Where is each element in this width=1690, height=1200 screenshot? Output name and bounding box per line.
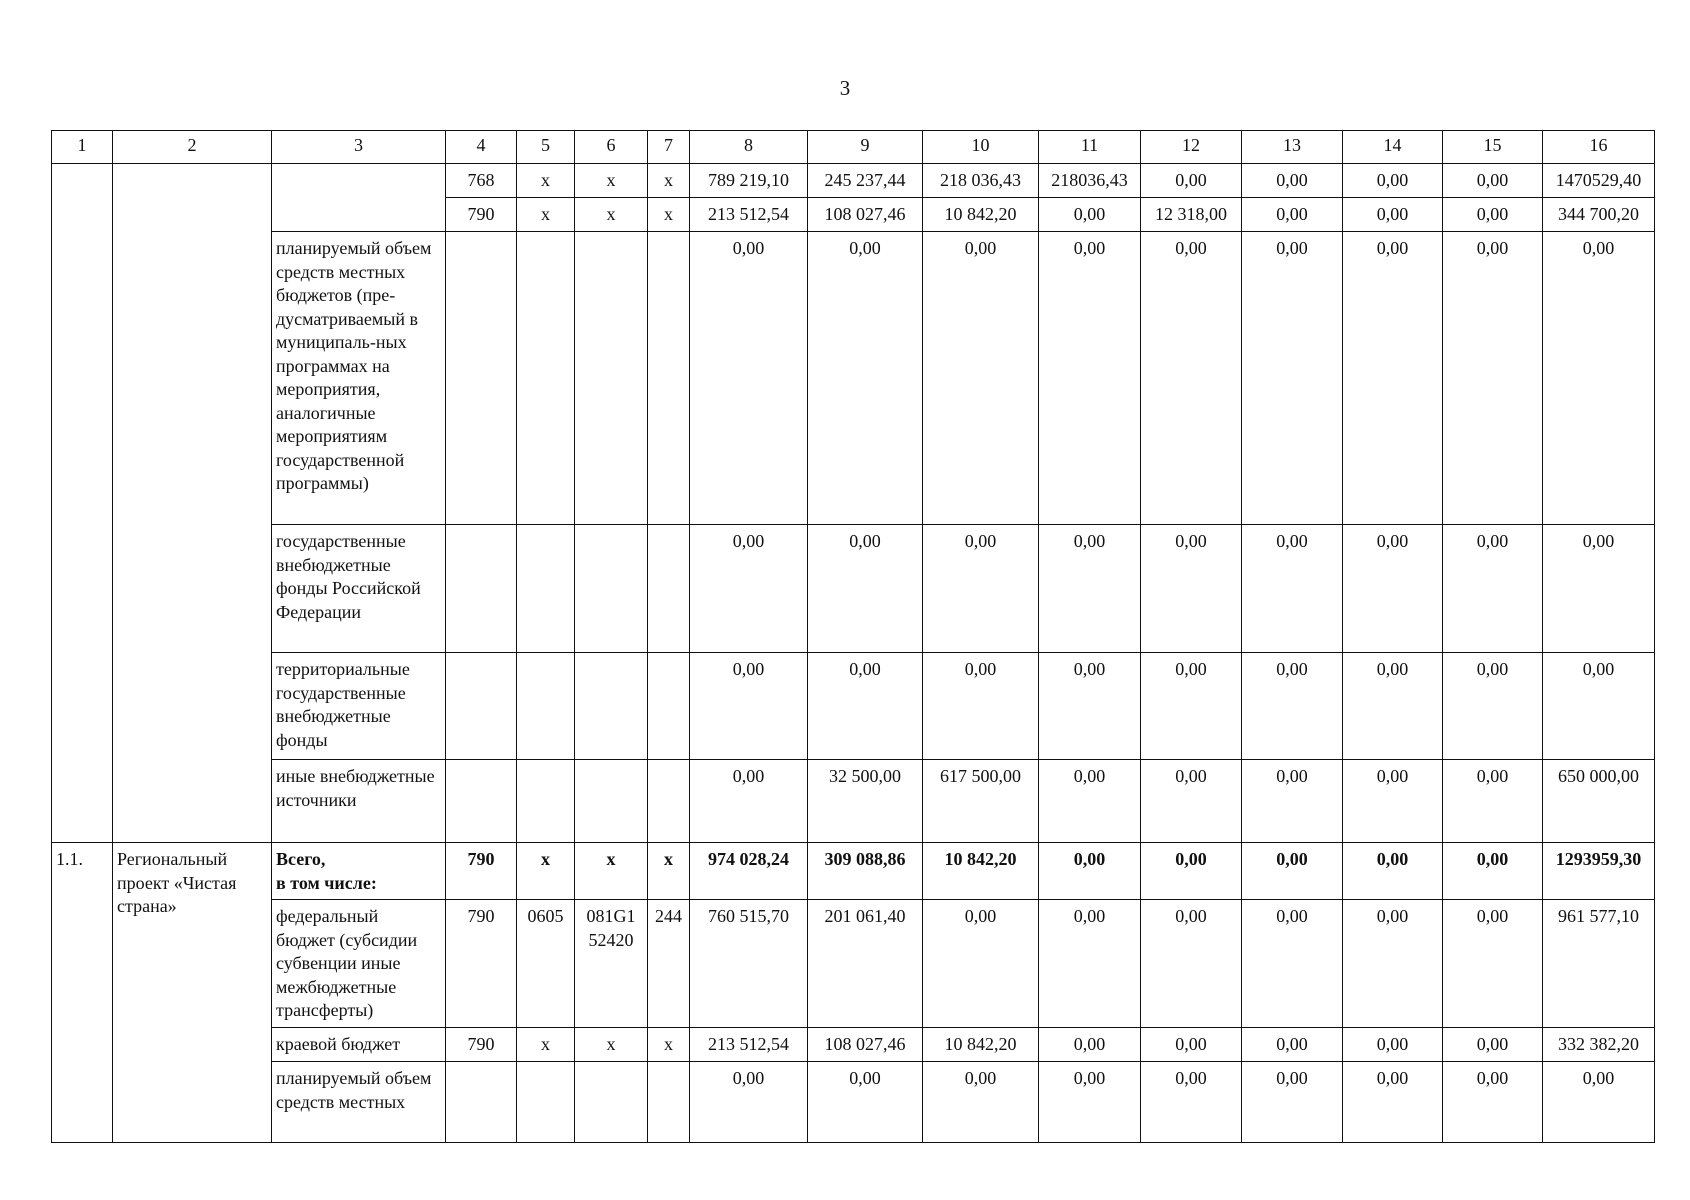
code-cell bbox=[575, 900, 648, 1028]
value-cell: 12 318,00 bbox=[1141, 198, 1242, 232]
code-cell bbox=[517, 232, 575, 525]
value-cell: 0,00 bbox=[690, 525, 808, 653]
table-row bbox=[52, 1062, 1655, 1143]
value-cell: 0,00 bbox=[1343, 900, 1443, 1028]
row-number-cell bbox=[52, 164, 113, 843]
value-cell: 0,00 bbox=[1343, 232, 1443, 525]
funding-source-cell: планируемый объем средств местных бюджетов (пре-дусматриваемый в муниципаль-ных программах на мероприятия, аналогичные мероприятиям государственной программы) bbox=[272, 232, 446, 525]
value-cell: 0,00 bbox=[1343, 653, 1443, 760]
value-cell: 760 515,70 bbox=[690, 900, 808, 1028]
value-cell: 0,00 bbox=[923, 900, 1039, 1028]
code-cell bbox=[648, 525, 690, 653]
code-cell bbox=[517, 1062, 575, 1143]
value-cell: 0,00 bbox=[808, 653, 923, 760]
value-cell: 0,00 bbox=[1343, 164, 1443, 198]
value-cell: 0,00 bbox=[1343, 760, 1443, 843]
code-cell bbox=[446, 760, 517, 843]
code-cell: 790 bbox=[446, 843, 517, 900]
value-cell: 309 088,86 bbox=[808, 843, 923, 900]
page-number: 3 bbox=[839, 76, 851, 100]
funding-source-cell: иные внебюджетные источники bbox=[272, 760, 446, 843]
value-cell: 0,00 bbox=[1443, 164, 1543, 198]
table-row bbox=[52, 760, 1655, 843]
table-row bbox=[52, 232, 1655, 525]
code-cell bbox=[446, 232, 517, 525]
code-cell: x bbox=[517, 198, 575, 232]
value-cell: 0,00 bbox=[1141, 1028, 1242, 1062]
value-cell: 0,00 bbox=[1242, 843, 1343, 900]
header-cell: 6 bbox=[575, 131, 648, 164]
header-cell: 11 bbox=[1039, 131, 1141, 164]
code-cell: x bbox=[575, 164, 648, 198]
value-cell: 0,00 bbox=[808, 525, 923, 653]
code-cell bbox=[517, 653, 575, 760]
value-cell: 108 027,46 bbox=[808, 198, 923, 232]
header-cell: 4 bbox=[446, 131, 517, 164]
table-row bbox=[52, 164, 1655, 198]
value-cell: 0,00 bbox=[1039, 653, 1141, 760]
value-cell: 0,00 bbox=[923, 1062, 1039, 1143]
code-cell bbox=[648, 760, 690, 843]
value-cell: 0,00 bbox=[1343, 843, 1443, 900]
code-cell bbox=[648, 232, 690, 525]
including-label: в том числе: bbox=[276, 872, 377, 893]
row-number-cell: 1.1. bbox=[52, 843, 113, 1143]
code-cell bbox=[575, 1062, 648, 1143]
value-cell: 0,00 bbox=[1242, 900, 1343, 1028]
code-cell: x bbox=[648, 198, 690, 232]
value-cell: 10 842,20 bbox=[923, 198, 1039, 232]
funding-source-cell bbox=[272, 164, 446, 232]
value-cell: 0,00 bbox=[1039, 1028, 1141, 1062]
code-cell: x bbox=[517, 164, 575, 198]
funding-source-cell: федеральный бюджет (субсидии субвенции иные межбюджетные трансферты) bbox=[272, 900, 446, 1028]
project-name-cell bbox=[113, 164, 272, 843]
header-cell: 8 bbox=[690, 131, 808, 164]
value-cell: 0,00 bbox=[1242, 1062, 1343, 1143]
value-cell: 0,00 bbox=[1443, 198, 1543, 232]
value-cell: 245 237,44 bbox=[808, 164, 923, 198]
total-label: Всего, bbox=[276, 849, 326, 869]
value-cell: 0,00 bbox=[690, 1062, 808, 1143]
budget-table bbox=[51, 130, 1655, 1143]
funding-source-cell: государственные внебюджетные фонды Российской Федерации bbox=[272, 525, 446, 653]
code-cell: x bbox=[575, 1028, 648, 1062]
code-cell: 768 bbox=[446, 164, 517, 198]
value-cell: 0,00 bbox=[1543, 525, 1655, 653]
value-cell: 108 027,46 bbox=[808, 1028, 923, 1062]
value-cell: 10 842,20 bbox=[923, 843, 1039, 900]
funding-source-cell bbox=[272, 843, 446, 900]
value-cell: 0,00 bbox=[808, 232, 923, 525]
code-cell: 790 bbox=[446, 198, 517, 232]
header-cell: 2 bbox=[113, 131, 272, 164]
code-cell: x bbox=[648, 164, 690, 198]
value-cell: 0,00 bbox=[690, 653, 808, 760]
value-cell: 0,00 bbox=[690, 232, 808, 525]
value-cell: 0,00 bbox=[1141, 760, 1242, 843]
value-cell: 0,00 bbox=[690, 760, 808, 843]
value-cell: 0,00 bbox=[1242, 525, 1343, 653]
code-cell: 790 bbox=[446, 900, 517, 1028]
value-cell: 0,00 bbox=[1443, 900, 1543, 1028]
code-cell: x bbox=[575, 198, 648, 232]
table-row bbox=[52, 900, 1655, 1028]
value-cell: 0,00 bbox=[1242, 1028, 1343, 1062]
value-cell: 789 219,10 bbox=[690, 164, 808, 198]
code-line: 52420 bbox=[588, 929, 634, 950]
code-cell bbox=[575, 760, 648, 843]
header-cell: 9 bbox=[808, 131, 923, 164]
value-cell: 961 577,10 bbox=[1543, 900, 1655, 1028]
value-cell: 0,00 bbox=[1443, 232, 1543, 525]
code-cell bbox=[446, 653, 517, 760]
funding-source-cell: краевой бюджет bbox=[272, 1028, 446, 1062]
value-cell: 0,00 bbox=[1141, 843, 1242, 900]
value-cell: 0,00 bbox=[1141, 900, 1242, 1028]
value-cell: 332 382,20 bbox=[1543, 1028, 1655, 1062]
code-cell bbox=[575, 232, 648, 525]
header-cell: 12 bbox=[1141, 131, 1242, 164]
code-cell: 244 bbox=[648, 900, 690, 1028]
value-cell: 0,00 bbox=[1343, 525, 1443, 653]
value-cell: 218036,43 bbox=[1039, 164, 1141, 198]
value-cell: 650 000,00 bbox=[1543, 760, 1655, 843]
value-cell: 0,00 bbox=[1443, 1062, 1543, 1143]
value-cell: 0,00 bbox=[1039, 760, 1141, 843]
code-cell bbox=[446, 525, 517, 653]
value-cell: 0,00 bbox=[1039, 525, 1141, 653]
value-cell: 213 512,54 bbox=[690, 198, 808, 232]
value-cell: 213 512,54 bbox=[690, 1028, 808, 1062]
table-row bbox=[52, 843, 1655, 900]
code-cell bbox=[575, 525, 648, 653]
funding-source-cell: планируемый объем средств местных bbox=[272, 1062, 446, 1143]
value-cell: 0,00 bbox=[1443, 525, 1543, 653]
value-cell: 0,00 bbox=[1343, 198, 1443, 232]
value-cell: 0,00 bbox=[1141, 525, 1242, 653]
value-cell: 32 500,00 bbox=[808, 760, 923, 843]
value-cell: 0,00 bbox=[1443, 843, 1543, 900]
value-cell: 0,00 bbox=[1039, 198, 1141, 232]
table-row bbox=[52, 1028, 1655, 1062]
code-cell: x bbox=[517, 1028, 575, 1062]
code-cell bbox=[648, 653, 690, 760]
value-cell: 0,00 bbox=[808, 1062, 923, 1143]
value-cell: 0,00 bbox=[1141, 232, 1242, 525]
value-cell: 0,00 bbox=[1039, 843, 1141, 900]
code-cell: x bbox=[648, 1028, 690, 1062]
value-cell: 0,00 bbox=[1543, 653, 1655, 760]
code-cell: x bbox=[575, 843, 648, 900]
value-cell: 0,00 bbox=[1242, 653, 1343, 760]
value-cell: 0,00 bbox=[1039, 1062, 1141, 1143]
project-name-cell: Региональный проект «Чистая страна» bbox=[113, 843, 272, 1143]
value-cell: 974 028,24 bbox=[690, 843, 808, 900]
code-cell: 0605 bbox=[517, 900, 575, 1028]
value-cell: 0,00 bbox=[1242, 198, 1343, 232]
value-cell: 0,00 bbox=[1543, 232, 1655, 525]
value-cell: 0,00 bbox=[1039, 232, 1141, 525]
value-cell: 201 061,40 bbox=[808, 900, 923, 1028]
value-cell: 0,00 bbox=[1242, 760, 1343, 843]
value-cell: 1470529,40 bbox=[1543, 164, 1655, 198]
header-cell: 16 bbox=[1543, 131, 1655, 164]
value-cell: 0,00 bbox=[923, 525, 1039, 653]
header-cell: 14 bbox=[1343, 131, 1443, 164]
code-cell bbox=[517, 525, 575, 653]
value-cell: 0,00 bbox=[1141, 1062, 1242, 1143]
header-cell: 10 bbox=[923, 131, 1039, 164]
value-cell: 344 700,20 bbox=[1543, 198, 1655, 232]
value-cell: 0,00 bbox=[1543, 1062, 1655, 1143]
value-cell: 218 036,43 bbox=[923, 164, 1039, 198]
value-cell: 0,00 bbox=[1443, 653, 1543, 760]
value-cell: 0,00 bbox=[1242, 232, 1343, 525]
table-row bbox=[52, 525, 1655, 653]
funding-source-cell: территориальные государственные внебюджетные фонды bbox=[272, 653, 446, 760]
code-cell: x bbox=[648, 843, 690, 900]
header-cell: 13 bbox=[1242, 131, 1343, 164]
header-cell: 15 bbox=[1443, 131, 1543, 164]
value-cell: 1293959,30 bbox=[1543, 843, 1655, 900]
value-cell: 0,00 bbox=[1141, 653, 1242, 760]
value-cell: 0,00 bbox=[1039, 900, 1141, 1028]
code-cell bbox=[575, 653, 648, 760]
code-cell bbox=[517, 760, 575, 843]
value-cell: 0,00 bbox=[1343, 1062, 1443, 1143]
code-line: 081G1 bbox=[586, 906, 636, 926]
value-cell: 0,00 bbox=[1343, 1028, 1443, 1062]
header-cell: 3 bbox=[272, 131, 446, 164]
header-cell: 1 bbox=[52, 131, 113, 164]
value-cell: 0,00 bbox=[1443, 1028, 1543, 1062]
code-cell bbox=[648, 1062, 690, 1143]
table-row bbox=[52, 653, 1655, 760]
value-cell: 0,00 bbox=[1242, 164, 1343, 198]
header-cell: 5 bbox=[517, 131, 575, 164]
value-cell: 0,00 bbox=[1443, 760, 1543, 843]
code-cell: x bbox=[517, 843, 575, 900]
value-cell: 617 500,00 bbox=[923, 760, 1039, 843]
value-cell: 10 842,20 bbox=[923, 1028, 1039, 1062]
value-cell: 0,00 bbox=[1141, 164, 1242, 198]
code-cell bbox=[446, 1062, 517, 1143]
code-cell: 790 bbox=[446, 1028, 517, 1062]
header-cell: 7 bbox=[648, 131, 690, 164]
column-number-row bbox=[52, 131, 1655, 164]
value-cell: 0,00 bbox=[923, 653, 1039, 760]
value-cell: 0,00 bbox=[923, 232, 1039, 525]
